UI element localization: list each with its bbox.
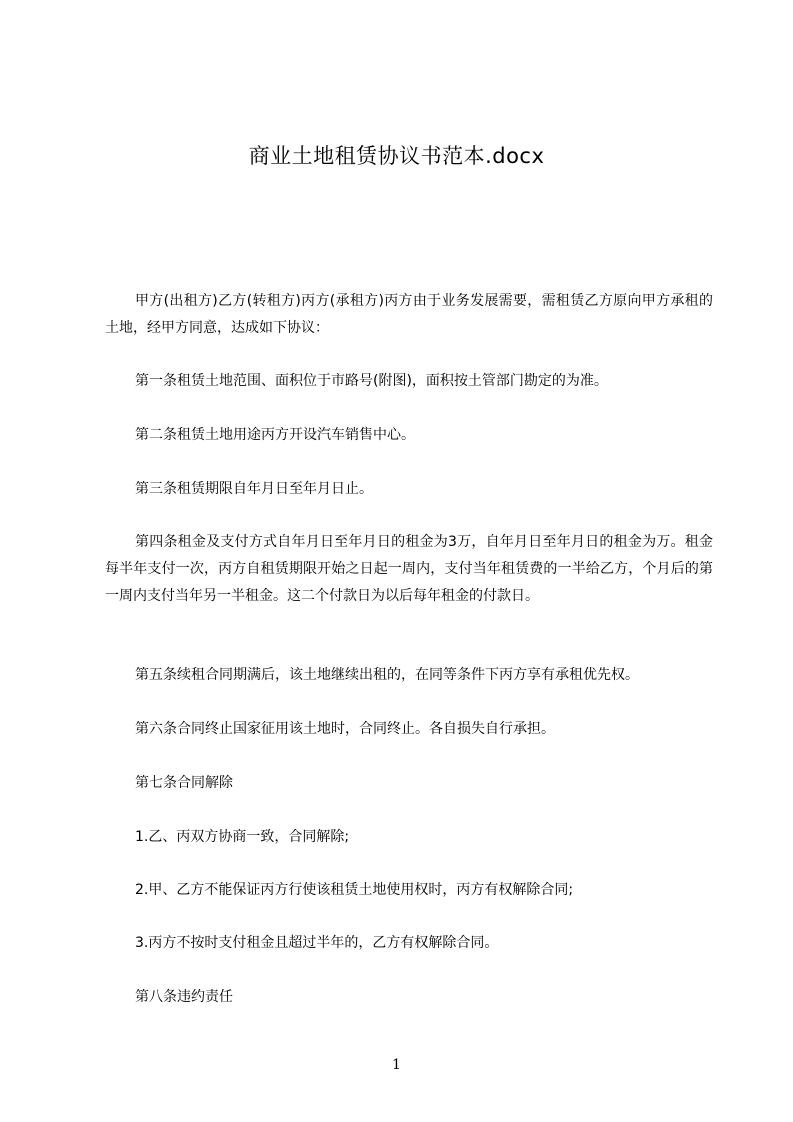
article-3-paragraph: 第三条租赁期限自年月日至年月日止。 (135, 481, 373, 497)
article-4-paragraph: 第四条租金及支付方式自年月日至年月日的租金为3万，自年月日至年月日的租金为万。租金每半年支付一次，丙方自租赁期限开始之日起一周内，支付当年租赁费的一半给乙方，个月后的第一周内支付当年另一半租金。这二个付款日为以后每年租金的付款日。 (105, 534, 713, 604)
article-5-paragraph: 第五条续租合同期满后，该土地继续出租的，在同等条件下丙方享有承租优先权。 (135, 667, 639, 683)
article-6-paragraph: 第六条合同终止国家征用该土地时，合同终止。各自损失自行承担。 (135, 721, 555, 737)
article-2-paragraph: 第二条租赁土地用途丙方开设汽车销售中心。 (135, 427, 415, 443)
article-7-heading: 第七条合同解除 (135, 775, 233, 791)
article-8-heading: 第八条违约责任 (135, 989, 233, 1005)
termination-item-1: 1.乙、丙双方协商一致，合同解除; (135, 829, 350, 845)
intro-paragraph: 甲方(出租方)乙方(转租方)丙方(承租方)丙方由于业务发展需要，需租赁乙方原向甲方承租的土地，经甲方同意，达成如下协议： (105, 293, 713, 336)
page-number: 1 (392, 1057, 401, 1073)
document-title: 商业土地租赁协议书范本.docx (248, 144, 545, 168)
termination-item-3: 3.丙方不按时支付租金且超过半年的，乙方有权解除合同。 (135, 935, 499, 951)
article-1-paragraph: 第一条租赁土地范围、面积位于市路号(附图)，面积按土管部门勘定的为准。 (135, 373, 608, 389)
termination-item-2: 2.甲、乙方不能保证丙方行使该租赁土地使用权时，丙方有权解除合同; (135, 882, 574, 898)
